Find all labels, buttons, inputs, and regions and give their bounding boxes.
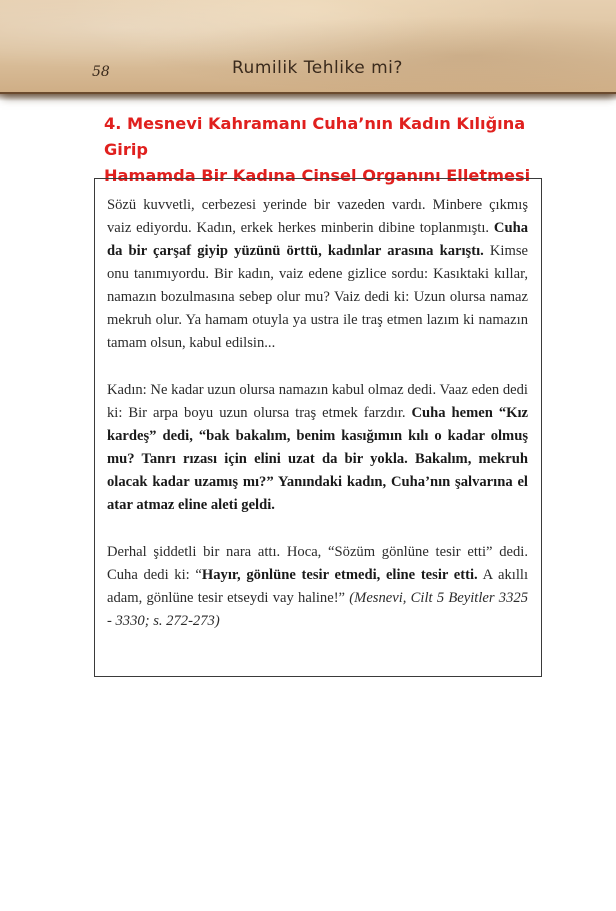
quote-p3-bold-1: Hayır, gönlüne tesir etmedi, eline tesir etti. xyxy=(201,567,478,583)
section-heading-line-1: 4. Mesnevi Kahramanı Cuha’nın Kadın Kılığına Girip xyxy=(104,114,526,159)
quote-p1-text-2: Kimse onu tanımıyordu. Bir kadın, vaiz edene gizlice sordu: Kasıktaki kıllar, namazın bozulmasına sebep olur mu? Vaiz dedi ki: Uzun olursa namaz mekruh olur. Ya hamam otuyla ya ustra ile traş etmen lazım ki namazın tamam olsun, kabul edilsin... xyxy=(107,243,528,351)
quote-paragraph-1 xyxy=(107,194,528,355)
quote-paragraph-3 xyxy=(107,541,528,633)
quote-p2-text-1: Kadın: Ne kadar uzun olursa namazın kabul olmaz dedi. Vaaz eden dedi ki: Bir arpa boyu uzun olursa traş etmek farzdır. xyxy=(107,382,528,421)
page-header xyxy=(0,0,616,94)
quote-paragraph-2 xyxy=(107,379,528,517)
page-number: 58 xyxy=(92,64,110,80)
quote-p3-text-2: A akıllı adam, gönlüne tesir etseydi vay haline!” xyxy=(107,567,528,606)
running-title: Rumilik Tehlike mi? xyxy=(232,58,403,78)
quote-p1-bold-1: Cuha da bir çarşaf giyip yüzünü örttü, kadınlar arasına karıştı. xyxy=(107,220,528,259)
section-heading-line-2: Hamamda Bir Kadına Cinsel Organını Elletmesi xyxy=(104,166,531,185)
quote-p2-bold-1: Cuha hemen “Kız kardeş” dedi, “bak bakalım, benim kasığımın kılı o kadar olmuş mu? Tanrı rızası için elini uzat da bir yokla. Bakalım, mekruh olacak kadar uzamış mı?” Yanındaki kadın, Cuha’nın şalvarına el atar atmaz eline aleti geldi. xyxy=(107,405,528,513)
quote-p3-text-1: Derhal şiddetli bir nara attı. Hoca, “Sözüm gönlüne tesir etti” dedi. Cuha dedi ki: “ xyxy=(107,544,528,583)
quote-p3-citation: (Mesnevi, Cilt 5 Beyitler 3325 - 3330; s. 272-273) xyxy=(107,590,528,629)
quote-box xyxy=(94,178,542,677)
quote-p1-text-1: Sözü kuvvetli, cerbezesi yerinde bir vazeden vardı. Minbere çıkmış vaiz ediyordu. Kadın, erkek herkes minberin dibine toplanmıştı. xyxy=(107,197,528,236)
